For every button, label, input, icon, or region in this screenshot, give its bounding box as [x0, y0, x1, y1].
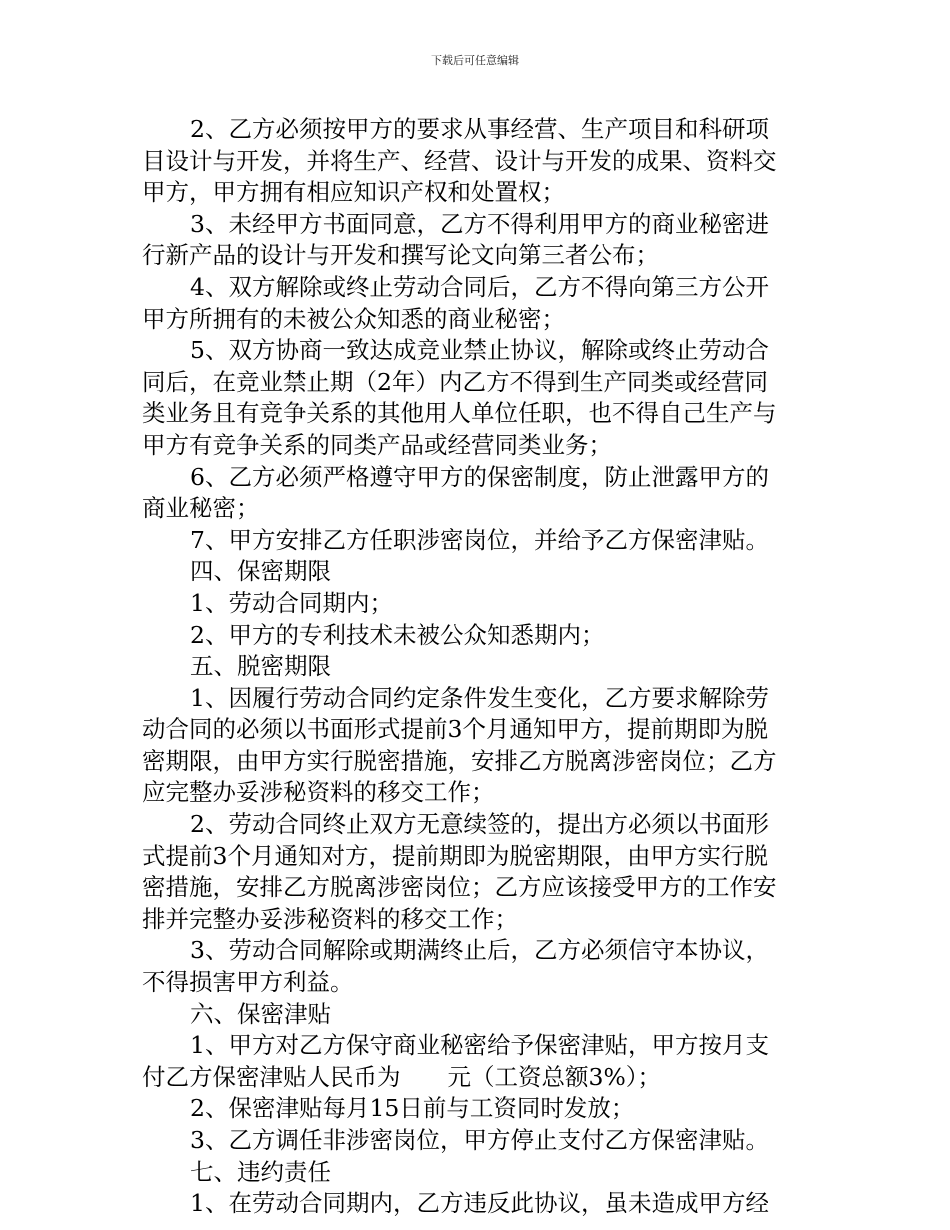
text-line: 2、保密津贴每月15日前与工资同时发放；: [190, 1094, 635, 1123]
text-line: 7、甲方安排乙方任职涉密岗位，并给予乙方保密津贴。: [190, 525, 769, 554]
document-body: [142, 114, 810, 1220]
text-line: 4、双方解除或终止劳动合同后，乙方不得向第三方公开: [190, 272, 769, 301]
text-line: 6、乙方必须严格遵守甲方的保密制度，防止泄露甲方的: [190, 462, 769, 491]
text-line: 排并完整办妥涉秘资料的移交工作；: [142, 904, 518, 933]
text-line: 七、违约责任: [190, 1157, 331, 1186]
text-line: 式提前3个月通知对方，提前期即为脱密期限，由甲方实行脱: [142, 841, 768, 870]
text-line: 甲方有竞争关系的同类产品或经营同类业务；: [142, 430, 612, 459]
page-header: 下载后可任意编辑: [431, 54, 519, 67]
text-line: 3、乙方调任非涉密岗位，甲方停止支付乙方保密津贴。: [190, 1126, 769, 1154]
text-line: 甲方所拥有的未被公众知悉的商业秘密；: [142, 304, 565, 333]
text-line: 动合同的必须以书面形式提前3个月通知甲方，提前期即为脱: [142, 715, 768, 744]
text-line: 3、劳动合同解除或期满终止后，乙方必须信守本协议，: [190, 936, 769, 965]
text-line: 1、甲方对乙方保守商业秘密给予保密津贴，甲方按月支: [190, 1031, 769, 1060]
text-line: 目设计与开发，并将生产、经营、设计与开发的成果、资料交: [142, 146, 777, 175]
text-line: 应完整办妥涉秘资料的移交工作；: [142, 778, 495, 807]
text-line: 四、保密期限: [190, 557, 331, 586]
text-line: 付乙方保密津贴人民币为 元（工资总额3%）；: [142, 1062, 662, 1091]
text-line: 1、劳动合同期内；: [190, 588, 393, 617]
text-line: 密措施，安排乙方脱离涉密岗位；乙方应该接受甲方的工作安: [142, 873, 777, 902]
text-line: 五、脱密期限: [190, 652, 331, 681]
text-line: 类业务且有竞争关系的其他用人单位任职，也不得自己生产与: [142, 399, 777, 428]
text-line: 5、双方协商一致达成竞业禁止协议，解除或终止劳动合: [190, 336, 769, 365]
text-line: 2、劳动合同终止双方无意续签的，提出方必须以书面形: [190, 810, 769, 839]
text-line: 1、因履行劳动合同约定条件发生变化，乙方要求解除劳: [190, 683, 769, 712]
text-line: 2、乙方必须按甲方的要求从事经营、生产项目和科研项: [190, 115, 769, 143]
text-line: 六、保密津贴: [190, 999, 331, 1028]
text-line: 行新产品的设计与开发和撰写论文向第三者公布；: [142, 241, 659, 270]
text-line: 不得损害甲方利益。: [142, 968, 354, 997]
text-line: 1、在劳动合同期内，乙方违反此协议，虽未造成甲方经: [190, 1189, 769, 1218]
text-line: 同后，在竞业禁止期（2年）内乙方不得到生产同类或经营同: [142, 367, 768, 396]
text-line: 2、甲方的专利技术未被公众知悉期内；: [190, 620, 605, 649]
text-line: 3、未经甲方书面同意，乙方不得利用甲方的商业秘密进: [190, 209, 769, 238]
text-line: 甲方，甲方拥有相应知识产权和处置权；: [142, 178, 565, 207]
text-line: 商业秘密；: [142, 494, 260, 523]
text-line: 密期限，由甲方实行脱密措施，安排乙方脱离涉密岗位；乙方: [142, 746, 777, 775]
